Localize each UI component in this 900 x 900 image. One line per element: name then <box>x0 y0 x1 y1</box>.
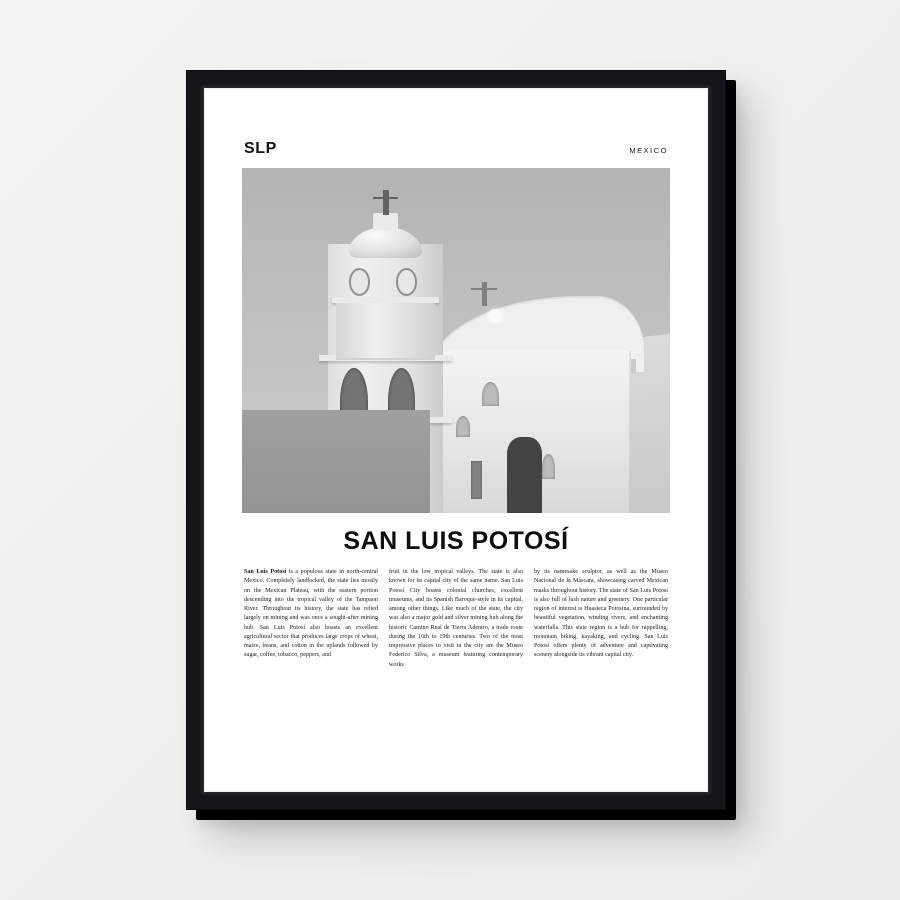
poster-code: SLP <box>244 140 277 157</box>
picture-frame <box>186 70 726 810</box>
poster-paper <box>204 88 708 792</box>
tower-clock-stage <box>336 303 434 358</box>
page-title: SAN LUIS POTOSÍ <box>343 527 569 555</box>
text-column-2: fruit in the low tropical valleys. The state is also known for its capital city of the same name. San Luis Potosí City boasts colonial churches, excellent museums, and its Spanish Baroque-style in its capital, among other things. Like much of the state, the city was also a major gold and silver mining hub along the historic Camino Real de Tierra Adentro, a trade route during the 16th to 19th centuries. Two of the most impressive places to visit in the city are the Museo Federico Silva, a museum featuring contemporary works <box>389 569 523 668</box>
poster-text-columns <box>242 568 670 670</box>
clock-face-left <box>349 268 370 296</box>
poster-content <box>242 140 670 740</box>
clock-face-right <box>396 268 417 296</box>
tower-cross-arm <box>373 197 399 199</box>
tower-lantern <box>373 213 399 230</box>
facade-niche-left <box>456 416 470 437</box>
facade-niche-right <box>542 454 556 478</box>
facade-window <box>471 461 482 499</box>
left-wall <box>242 410 430 514</box>
text-column-1: San Luis Potosí is a populous state in north-central Mexico. Completely landlocked, the state lies mostly on the Mexican Plateau, with the eastern portion descending into the tropical valley of the Tampaon River. Throughout its history, the state has relied largely on mining and was once a sought-after mining hub. San Luis Potosí also boasts an excellent agricultural sector that produces large crops of wheat, maize, beans, and cotton in the uplands followed by sugar, coffee, tobacco, peppers, and <box>244 569 378 659</box>
poster-photo <box>242 168 670 513</box>
text-column-3: by its namesake sculptor, as well as the Museo Nacional de la Máscara, showcasing carved Mexican masks throughout history. The state of San Luis Potosí is also full of lush nature and greenery. One particular region of interest is Huasteca Potosina, surrounded by beautiful vegetation, winding rivers, and enchanting waterfalls. This state region is a hub for rappelling, mountain biking, kayaking, and cycling. San Luis Potosí offers plenty of adventure and captivating scenery alongside its vibrant capital city. <box>534 569 668 659</box>
poster-country: MEXICO <box>629 146 668 155</box>
tower-spire <box>383 190 389 214</box>
church-doorway <box>507 437 541 513</box>
poster-header <box>242 140 670 168</box>
facade-cross-vertical <box>482 282 487 306</box>
facade-cross-horizontal <box>471 288 497 290</box>
facade-niche-upper <box>482 382 499 406</box>
